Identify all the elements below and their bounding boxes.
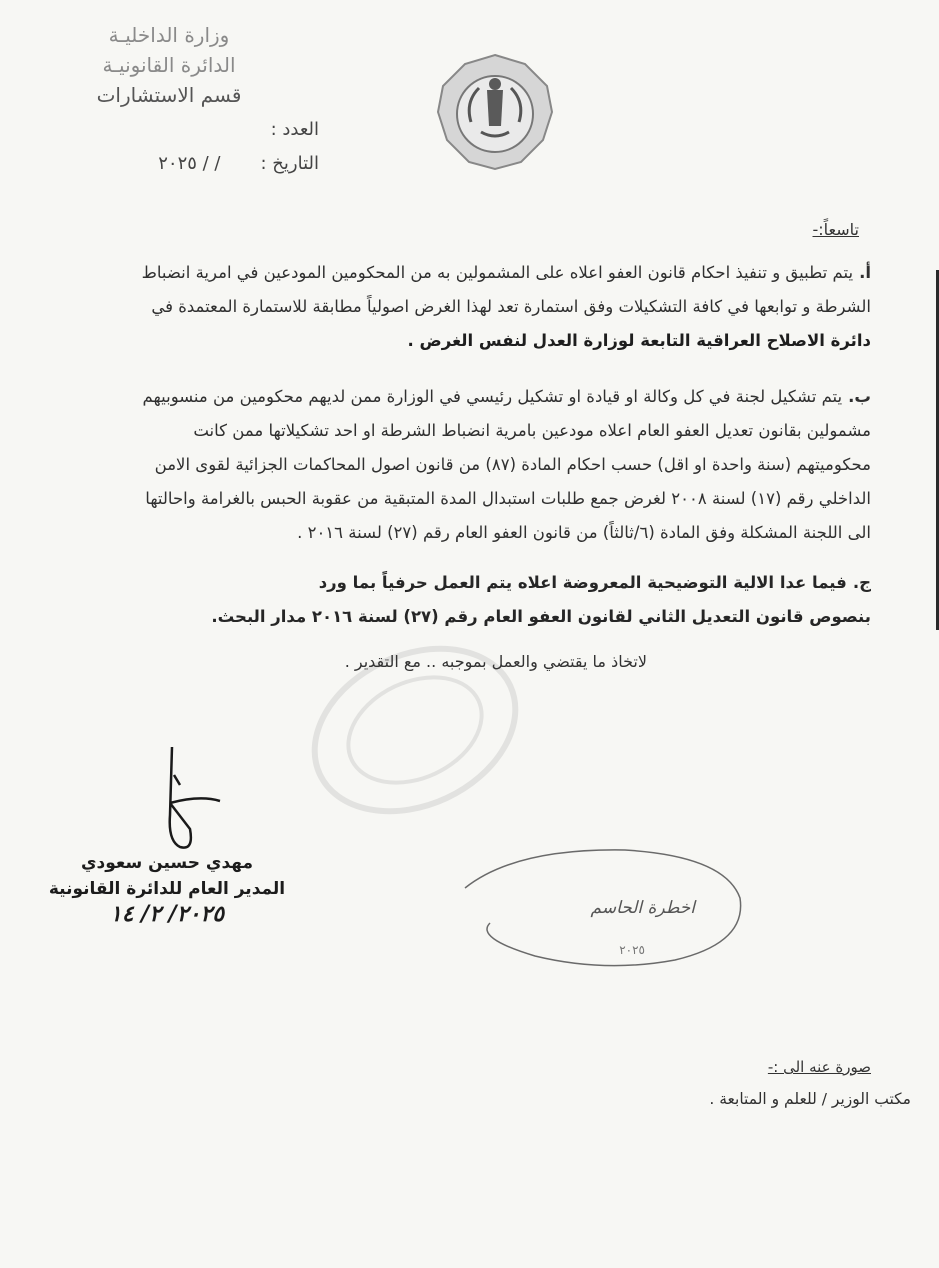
directorate-name: الدائرة القانونيـة [102, 53, 236, 77]
paragraph-b-line5: الى اللجنة المشكلة وفق المادة (٦/ثالثاً) من قانون العفو العام رقم (٢٧) لسنة ٢٠١٦ . [297, 523, 871, 542]
paragraph-a-line1: يتم تطبيق و تنفيذ احكام قانون العفو اعلاه على المشمولين به من المحكومين المودعين في امرية انضباط [141, 263, 854, 282]
paragraph-b-line2: مشمولين بقانون تعديل العفو العام اعلاه مودعين بامرية انضباط الشرطة او احد تشكيلاتها ممن كانت [193, 421, 871, 440]
number-label: العدد : [270, 118, 319, 140]
paragraph-b-line4: الداخلي رقم (١٧) لسنة ٢٠٠٨ لغرض جمع طلبات استبدال المدة المتبقية من عقوبة الحبس بالغرامة واحالتها [145, 489, 871, 508]
handwritten-note-year: ٢٠٢٥ [619, 943, 645, 957]
paragraph-c-line1: فيما عدا الالية التوضيحية المعروضة اعلاه يتم العمل حرفياً بما ورد [318, 573, 847, 592]
paragraph-a-line2: الشرطة و توابعها في كافة التشكيلات وفق استمارة تعد لهذا الغرض اصولياً مطابقة للاستمارة المعتمدة في [151, 297, 871, 316]
handwritten-note-text: اخطرة الحاسم [590, 898, 695, 918]
handwritten-note [455, 838, 755, 978]
letterhead [39, 20, 299, 110]
reference-block [29, 112, 319, 180]
paragraph-b-line3: محكوميتهم (سنة واحدة او اقل) حسب احكام المادة (٨٧) من قانون اصول المحاكمات الجزائية لقوى الامن [154, 455, 871, 474]
cc-title: صورة عنه الى :- [767, 1058, 871, 1076]
closing-line: لاتخاذ ما يقتضي والعمل بموجبه .. مع التقدير . [344, 652, 647, 671]
paragraph-a-line3: دائرة الاصلاح العراقية التابعة لوزارة العدل لنفس الغرض . [407, 331, 871, 350]
paragraph-b [71, 380, 871, 550]
paragraph-b-line1: يتم تشكيل لجنة في كل وكالة او قيادة او تشكيل رئيسي في الوزارة ممن لديهم محكومين من منسوبيهم [142, 387, 843, 406]
ministry-emblem-icon [435, 52, 555, 172]
paragraph-b-mark: ب. [848, 387, 871, 406]
paragraph-a-mark: أ. [859, 263, 871, 282]
paragraph-c [71, 566, 871, 634]
paragraph-a [71, 256, 871, 358]
section-name: قسم الاستشارات [96, 83, 242, 107]
ministry-name: وزارة الداخليـة [108, 23, 230, 47]
signatory-title: المدير العام للدائرة القانونية [48, 879, 286, 899]
signature-scribble-icon [150, 745, 230, 855]
signatory-name: مهدي حسين سعودي [80, 853, 254, 873]
section-heading: تاسعاً:- [812, 220, 859, 239]
paragraph-c-mark: ج. [852, 573, 871, 592]
number-row [29, 112, 319, 146]
cc-line: مكتب الوزير / للعلم و المتابعة . [709, 1090, 911, 1108]
signature-block [37, 850, 297, 928]
date-value: / / ٢٠٢٥ [158, 152, 221, 174]
signature-date: ٢٠٢٥/ ٢/ ١٤ [109, 902, 225, 927]
date-row [29, 146, 319, 180]
date-label: التاريخ : [260, 152, 319, 174]
paragraph-c-line2: بنصوص قانون التعديل الثاني لقانون العفو العام رقم (٢٧) لسنة ٢٠١٦ مدار البحث. [211, 607, 871, 626]
